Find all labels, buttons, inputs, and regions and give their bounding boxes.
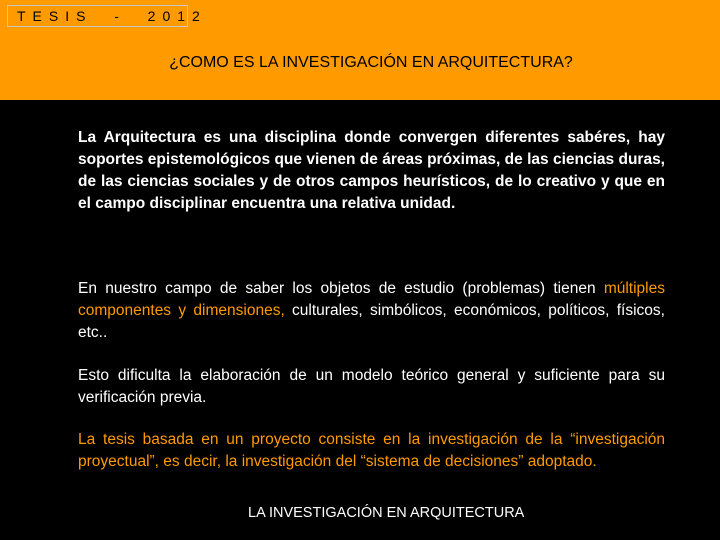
- paragraph-model-difficulty: Esto dificulta la elaboración de un modelo teórico general y suficiente para su verificación previa.: [78, 367, 665, 406]
- paragraph-study-objects-highlight: múltiples componentes y dimensiones,: [78, 280, 665, 319]
- paragraph-study-objects: [78, 278, 665, 344]
- thesis-year-tag: TESIS - 2012: [7, 5, 188, 27]
- slide-title: ¿COMO ES LA INVESTIGACIÓN EN ARQUITECTURA?: [169, 54, 573, 71]
- footer-caption: LA INVESTIGACIÓN EN ARQUITECTURA: [248, 505, 525, 521]
- paragraph-study-objects-start: En nuestro campo de saber los objetos de estudio (problemas) tienen: [78, 280, 604, 297]
- paragraph-study-objects-end: culturales, simbólicos, económicos, políticos, físicos, etc..: [78, 302, 665, 341]
- header-bar: [0, 0, 720, 100]
- paragraph-architecture-discipline: La Arquitectura es una disciplina donde convergen diferentes sabéres, hay soportes epistemológicos que vienen de áreas próximas, de las ciencias duras, de las ciencias sociales y de otros campos heurísticos, de lo creativo y que en el campo disciplinar encuentra una relativa unidad.: [78, 129, 665, 212]
- paragraph-thesis-project: La tesis basada en un proyecto consiste en la investigación de la “investigación proyectual”, es decir, la investigación del “sistema de decisiones” adoptado.: [78, 431, 665, 470]
